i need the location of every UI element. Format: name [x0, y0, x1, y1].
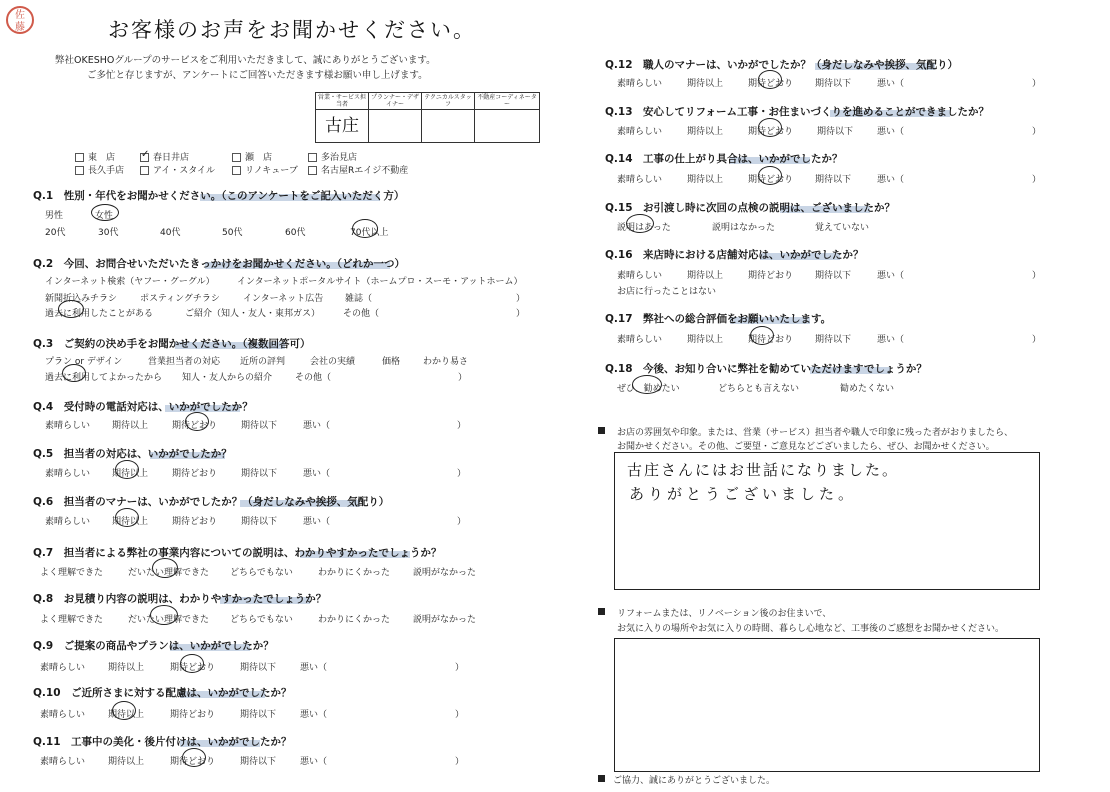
q12-expected-circle — [758, 70, 782, 89]
q4-option-excellent[interactable]: 素晴らしい — [45, 421, 91, 431]
q14-option-below[interactable]: 期待以下 — [815, 175, 852, 185]
comment1-bullet — [598, 427, 605, 434]
q7-option-unclear[interactable]: わかりにくかった — [318, 568, 391, 578]
q12-option-expected[interactable]: 期待どおり — [748, 79, 794, 89]
q2-option-search[interactable]: インターネット検索（ヤフー・グーグル） — [45, 277, 215, 287]
q2-option-portal[interactable]: インターネットポータルサイト（ホームプロ・スーモ・アットホーム） — [237, 277, 523, 287]
page-title: お客様のお声をお聞かせください。 — [108, 18, 476, 42]
q3-other-close: ） — [458, 373, 468, 383]
q17-option-excellent[interactable]: 素晴らしい — [617, 335, 663, 345]
q14-option-bad[interactable]: 悪い（ — [877, 175, 905, 185]
q5-option-expected[interactable]: 期待どおり — [172, 469, 218, 479]
q5-option-below[interactable]: 期待以下 — [241, 469, 278, 479]
q1-option-40s[interactable]: 40代 — [160, 228, 181, 238]
q4-option-bad[interactable]: 悪い（ — [303, 421, 331, 431]
q6-option-expected[interactable]: 期待どおり — [172, 517, 218, 527]
q8-mostly-circle — [150, 605, 178, 625]
q6-option-bad[interactable]: 悪い（ — [303, 517, 331, 527]
q7-option-neutral[interactable]: どちらでもない — [230, 568, 293, 578]
q16-option-above[interactable]: 期待以上 — [687, 271, 724, 281]
q5-above-circle — [115, 460, 139, 479]
q6-option-excellent[interactable]: 素晴らしい — [45, 517, 91, 527]
q3-option-other[interactable]: その他（ — [295, 373, 332, 383]
q7-option-well[interactable]: よく理解できた — [40, 568, 104, 578]
q10-option-bad[interactable]: 悪い（ — [300, 710, 328, 720]
question-14-title: Q.14 工事の仕上がり具合は、いかがでしたか？ — [605, 153, 843, 165]
q1-option-male[interactable]: 男性 — [45, 211, 64, 221]
q12-option-above[interactable]: 期待以上 — [687, 79, 724, 89]
q15-option-explained[interactable]: 説明はあった — [617, 223, 671, 233]
q7-option-mostly[interactable]: だいたい理解できた — [128, 568, 210, 578]
comment1-handwriting-line1: 古庄さんにはお世話になりました。 — [627, 461, 900, 479]
q1-option-60s[interactable]: 60代 — [285, 228, 306, 238]
q3-option-price[interactable]: 価格 — [382, 357, 401, 367]
q16-option-excellent[interactable]: 素晴らしい — [617, 271, 663, 281]
q14-bad-close: ） — [1032, 175, 1042, 185]
q11-option-bad[interactable]: 悪い（ — [300, 757, 328, 767]
staff-header-technical: テクニカルスタッフ — [422, 93, 475, 110]
q10-bad-close: ） — [455, 710, 465, 720]
q16-option-bad[interactable]: 悪い（ — [877, 271, 905, 281]
comment1-handwriting-line2: ありがとうございました。 — [629, 485, 858, 503]
q4-option-below[interactable]: 期待以下 — [241, 421, 278, 431]
question-7-title: Q.7 担当者による弊社の事業内容についての説明は、わかりやすかったでしょうか？ — [33, 547, 442, 559]
comment1-prompt-line2: お聞かせください。その他、ご要望・ご意見などございましたら、ぜひ、お聞かせください。 — [617, 442, 995, 452]
store-checkbox-higashi[interactable]: 東 店 — [75, 150, 115, 163]
q15-option-not-explained[interactable]: 説明はなかった — [712, 223, 776, 233]
q3-option-reputation[interactable]: 近所の評判 — [240, 357, 286, 367]
q2-option-referral[interactable]: ご紹介（知人・友人・東邦ガス） — [185, 309, 321, 319]
question-5-title: Q.5 担当者の対応は、いかがでしたか？ — [33, 448, 232, 460]
question-15-title: Q.15 お引渡し時に次回の点検の説明は、ございましたか？ — [605, 202, 896, 214]
staff-header-realestate: 不動産コーディネーター — [475, 93, 540, 110]
staff-sales-name[interactable]: 古庄 — [316, 110, 369, 143]
q1-option-30s[interactable]: 30代 — [98, 228, 119, 238]
q16-option-expected[interactable]: 期待どおり — [748, 271, 794, 281]
q9-option-expected[interactable]: 期待どおり — [170, 663, 216, 673]
q16-bad-close: ） — [1032, 271, 1042, 281]
q12-bad-close: ） — [1032, 79, 1042, 89]
q13-expected-circle — [758, 118, 782, 137]
q13-option-expected[interactable]: 期待どおり — [748, 127, 794, 137]
intro-line-1: 弊社OKESHOグループのサービスをご利用いただきまして、誠にありがとうございます。 — [55, 55, 436, 66]
q7-mostly-circle — [152, 558, 178, 578]
q15-option-dont-remember[interactable]: 覚えていない — [815, 223, 870, 233]
staff-header-sales: 営業・サービス担当者 — [316, 93, 369, 110]
comment2-bullet — [598, 608, 605, 615]
q8-option-well[interactable]: よく理解できた — [40, 615, 104, 625]
store-checkbox-renocube[interactable]: リノキューブ — [232, 163, 298, 176]
q17-option-below[interactable]: 期待以下 — [815, 335, 852, 345]
q10-above-circle — [112, 701, 136, 720]
q14-expected-circle — [758, 166, 782, 185]
q11-option-excellent[interactable]: 素晴らしい — [40, 757, 86, 767]
q16-option-never-visited[interactable]: お店に行ったことはない — [617, 287, 717, 297]
q12-option-bad[interactable]: 悪い（ — [877, 79, 905, 89]
question-8-title: Q.8 お見積り内容の説明は、わかりやすかったでしょうか？ — [33, 593, 327, 605]
q12-option-excellent[interactable]: 素晴らしい — [617, 79, 663, 89]
q5-bad-close: ） — [457, 469, 467, 479]
store-checkbox-nagakute[interactable]: 長久手店 — [75, 163, 124, 176]
question-2-title: Q.2 今回、お問合せいただいたきっかけをお聞かせください。（どれか一つ） — [33, 258, 405, 270]
q8-option-neutral[interactable]: どちらでもない — [230, 615, 293, 625]
store-checkbox-istyle[interactable]: アイ・スタイル — [140, 163, 215, 176]
q8-option-mostly[interactable]: だいたい理解できた — [128, 615, 210, 625]
question-4-title: Q.4 受付時の電話対応は、いかがでしたか？ — [33, 401, 253, 413]
q2-magazine-close: ） — [516, 294, 526, 304]
q2-option-magazine[interactable]: 雑誌（ — [345, 294, 373, 304]
q10-option-excellent[interactable]: 素晴らしい — [40, 710, 86, 720]
q18-option-neutral[interactable]: どちらとも言えない — [718, 384, 800, 394]
q15-explained-circle — [626, 214, 654, 233]
q16-option-below[interactable]: 期待以下 — [815, 271, 852, 281]
store-checkbox-seto[interactable]: 瀬 店 — [232, 150, 272, 163]
question-13-title: Q.13 安心してリフォーム工事・お住まいづくりを進めることができましたか？ — [605, 106, 990, 118]
question-10-title: Q.10 ご近所さまに対する配慮は、いかがでしたか？ — [33, 687, 292, 699]
store-checkbox-tajimi[interactable]: 多治見店 — [308, 150, 357, 163]
q17-bad-close: ） — [1032, 335, 1042, 345]
q2-option-web-ad[interactable]: インターネット広告 — [243, 294, 324, 304]
q3-option-introduction[interactable]: 知人・友人からの紹介 — [182, 373, 273, 383]
store-checkbox-nagoya-rage[interactable]: 名古屋Rエイジ不動産 — [308, 163, 408, 176]
q10-option-above[interactable]: 期待以上 — [108, 710, 145, 720]
q9-bad-close: ） — [455, 663, 465, 673]
question-9-title: Q.9 ご提案の商品やプランは、いかがでしたか？ — [33, 640, 274, 652]
q5-option-above[interactable]: 期待以上 — [112, 469, 149, 479]
q17-option-bad[interactable]: 悪い（ — [877, 335, 905, 345]
staff-header-planner: プランナー・デザイナー — [369, 93, 422, 110]
q8-option-unclear[interactable]: わかりにくかった — [318, 615, 391, 625]
q14-option-expected[interactable]: 期待どおり — [748, 175, 794, 185]
q3-past-good-circle — [62, 364, 86, 382]
q9-option-bad[interactable]: 悪い（ — [300, 663, 328, 673]
intro-line-2: ご多忙と存じますが、アンケートにご回答いただきます様お願い申し上げます。 — [87, 70, 428, 81]
staff-planner-name[interactable] — [369, 110, 422, 143]
staff-realestate-name[interactable] — [475, 110, 540, 143]
staff-technical-name[interactable] — [422, 110, 475, 143]
comment1-prompt-line1: お店の雰囲気や印象。または、営業（サービス）担当者や職人で印象に残った者がおりましたら、 — [617, 428, 1014, 438]
q2-option-other[interactable]: その他（ — [343, 309, 380, 319]
q6-bad-close: ） — [457, 517, 467, 527]
q18-option-recommend[interactable]: ぜひ、勧めたい — [617, 384, 680, 394]
question-17-title: Q.17 弊社への総合評価をお願いいたします。 — [605, 313, 832, 325]
q17-option-expected[interactable]: 期待どおり — [748, 335, 794, 345]
q13-option-excellent[interactable]: 素晴らしい — [617, 127, 663, 137]
q9-option-below[interactable]: 期待以下 — [240, 663, 277, 673]
question-6-title: Q.6 担当者のマナーは、いかがでしたか？（身だしなみや挨拶、気配り） — [33, 496, 390, 508]
q13-option-above[interactable]: 期待以上 — [687, 127, 724, 137]
q1-option-female[interactable]: 女性 — [95, 211, 114, 221]
q9-option-above[interactable]: 期待以上 — [108, 663, 145, 673]
q4-expected-circle — [185, 412, 209, 431]
q17-expected-circle — [750, 326, 774, 345]
footer-bullet — [598, 775, 605, 782]
q13-option-below[interactable]: 期待以下 — [817, 127, 854, 137]
q4-option-expected[interactable]: 期待どおり — [172, 421, 218, 431]
q9-expected-circle — [180, 654, 204, 673]
comment2-textarea[interactable] — [614, 638, 1040, 772]
q17-option-above[interactable]: 期待以上 — [687, 335, 724, 345]
question-12-title: Q.12 職人のマナーは、いかがでしたか？（身だしなみや挨拶、気配り） — [605, 59, 959, 71]
q13-bad-close: ） — [1032, 127, 1042, 137]
q3-option-track-record[interactable]: 会社の実績 — [310, 357, 356, 367]
q1-70s-circle — [352, 219, 378, 238]
q5-option-bad[interactable]: 悪い（ — [303, 469, 331, 479]
q2-option-past-use[interactable]: 過去に利用したことがある — [45, 309, 154, 319]
q12-option-below[interactable]: 期待以下 — [815, 79, 852, 89]
question-1-title: Q.1 性別・年代をお聞かせください。（このアンケートをご記入いただく方） — [33, 190, 405, 202]
q2-other-close: ） — [516, 309, 526, 319]
store-checkbox-kasugai[interactable]: ✓ 春日井店 — [141, 149, 190, 163]
q11-option-expected[interactable]: 期待どおり — [170, 757, 216, 767]
q3-option-plan[interactable]: プラン or デザイン — [45, 357, 123, 367]
stamp-seal — [6, 6, 34, 34]
q1-option-20s[interactable]: 20代 — [45, 228, 66, 238]
q6-above-circle — [115, 508, 139, 527]
comment2-prompt-line2: お気に入りの場所やお気に入りの時間、暮らし心地など、工事後のご感想をお聞かせください。 — [617, 624, 1005, 634]
comment2-prompt-line1: リフォームまたは、リノベーション後のお住まいで、 — [617, 609, 832, 619]
q10-option-expected[interactable]: 期待どおり — [170, 710, 216, 720]
q5-option-excellent[interactable]: 素晴らしい — [45, 469, 91, 479]
q1-option-70s-plus[interactable]: 70代以上 — [350, 228, 389, 238]
q3-option-sales[interactable]: 営業担当者の対応 — [148, 357, 221, 367]
q7-option-none[interactable]: 説明がなかった — [413, 568, 477, 578]
q11-option-below[interactable]: 期待以下 — [240, 757, 277, 767]
q14-option-above[interactable]: 期待以上 — [687, 175, 724, 185]
question-16-title: Q.16 来店時における店舗対応は、いかがでしたか？ — [605, 249, 864, 261]
q4-bad-close: ） — [457, 421, 467, 431]
q2-option-posting[interactable]: ポスティングチラシ — [140, 294, 220, 304]
q8-option-none[interactable]: 説明がなかった — [413, 615, 477, 625]
q14-option-excellent[interactable]: 素晴らしい — [617, 175, 663, 185]
q13-option-bad[interactable]: 悪い（ — [877, 127, 905, 137]
question-11-title: Q.11 工事中の美化・後片付けは、いかがでしたか？ — [33, 736, 292, 748]
q6-option-below[interactable]: 期待以下 — [241, 517, 278, 527]
q11-bad-close: ） — [455, 757, 465, 767]
q4-option-above[interactable]: 期待以上 — [112, 421, 149, 431]
q6-option-above[interactable]: 期待以上 — [112, 517, 149, 527]
q1-female-circle — [91, 204, 119, 221]
q3-option-past-good[interactable]: 過去に利用してよかったから — [45, 373, 163, 383]
stamp-text: 佐藤 — [15, 10, 25, 33]
q10-option-below[interactable]: 期待以下 — [240, 710, 277, 720]
q18-recommend-circle — [632, 375, 662, 394]
question-18-title: Q.18 今後、お知り合いに弊社を勧めていただけますでしょうか？ — [605, 363, 927, 375]
staff-table — [315, 92, 540, 143]
q9-option-excellent[interactable]: 素晴らしい — [40, 663, 86, 673]
comment1-textarea[interactable] — [614, 452, 1040, 590]
q11-expected-circle — [182, 748, 206, 767]
q2-past-use-circle — [58, 300, 84, 318]
q1-option-50s[interactable]: 50代 — [222, 228, 243, 238]
q3-option-clarity[interactable]: わかり易さ — [423, 357, 469, 367]
question-3-title: Q.3 ご契約の決め手をお聞かせください。（複数回答可） — [33, 338, 311, 350]
q18-option-not-recommend[interactable]: 勧めたくない — [840, 384, 895, 394]
q2-option-newspaper[interactable]: 新聞折込みチラシ — [45, 294, 118, 304]
q11-option-above[interactable]: 期待以上 — [108, 757, 145, 767]
footer-thanks: ご協力、誠にありがとうございました。 — [613, 776, 776, 786]
